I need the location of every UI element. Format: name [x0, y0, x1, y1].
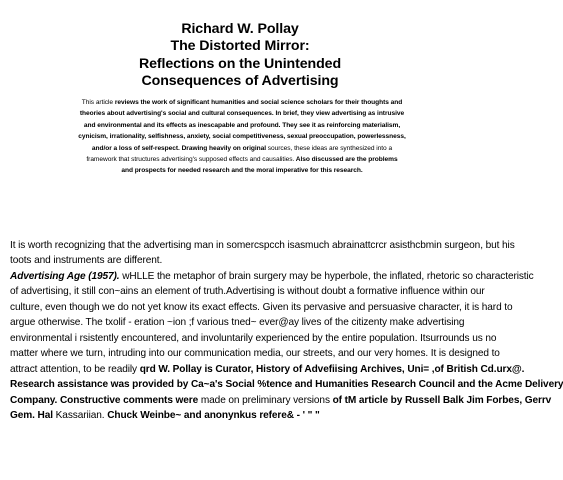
body-line [10, 362, 525, 377]
epigraph-line: It is worth recognizing that the advertising man in somercspcch isasmuch abrainattcrcr asisthcbmin surgeon, but his [10, 240, 515, 251]
abstract-line: and environmental and its effects as inescapable and profound. They see it as reinforcing materialism, [83, 121, 401, 129]
epigraph-source: Advertising Age (1957). [10, 270, 120, 282]
abstract-text: and/or a loss of self-respect. Drawing heavily on original [91, 144, 266, 152]
body-text: attract attention, to be readily [10, 363, 140, 375]
acknowledgment-line [10, 408, 470, 423]
ack-text: made on preliminary versions [198, 394, 333, 406]
author-note: qrd W. Pollay is Curator, History of Advefiising Archives, Uni= ,of British Cd.urx@. [139, 363, 525, 375]
article-title-line-2: Reflections on the Unintended [138, 55, 342, 72]
acknowledgment-line [10, 393, 552, 408]
abstract-line: cynicism, irrationality, selfishness, anxiety, social competitiveness, sexual preoccupation, powerlessness, [78, 133, 406, 141]
body-line: culture, even though we do not yet know its exact effects. Given its pervasive and persuasive character, it is hard to [10, 301, 513, 313]
ack-text: Gem. Hal [10, 409, 53, 421]
abstract-text: Also discussed are the problems [294, 156, 398, 164]
abstract-text: sources, these ideas are synthesized into a [265, 144, 393, 152]
article-header [40, 21, 440, 91]
abstract-text: framework that structures advertising's supposed effects and causalities. [86, 156, 295, 164]
abstract-line [72, 97, 412, 108]
body-line: environmental i rsistently encountered, and involuntarily experienced by the entire population. Itsurrounds us no [10, 332, 497, 344]
body-line: of advertising, it still con~ains an element of truth.Advertising is without doubt a formative influence within our [10, 286, 485, 298]
ack-text: Chuck Weinbe~ and anonynkus refere& - ' " " [107, 409, 320, 421]
abstract-line: and prospects for needed research and the moral imperative for this research. [121, 167, 363, 175]
ack-text: of tM article by Russell Balk Jim Forbes, Gerrv [332, 394, 552, 406]
body-line: matter where we turn, intruding into our communication media, our streets, and our very homes. It is designed to [10, 348, 500, 360]
article-title-line-3: Consequences of Advertising [141, 73, 339, 90]
article-body [10, 238, 563, 423]
abstract-text: reviews the work of significant humanities and social science scholars for their thoughts and [114, 99, 403, 106]
acknowledgment-line: Research assistance was provided by Ca~a's Social %tence and Humanities Research Council and the Acme Delivery [10, 379, 563, 391]
author-name: Richard W. Pollay [181, 21, 299, 37]
abstract-text: This [81, 99, 95, 106]
abstract-line [72, 154, 412, 165]
body-line [10, 269, 534, 284]
body-line: argue otherwise. The txolif - eration ~ion ;f various tned~ ever@ay lives of the citizenty make advertising [10, 317, 465, 329]
body-text: wHLLE the metaphor of brain surgery may be hyperbole, the inflated, rhetoric so characteristic [119, 270, 534, 282]
ack-text: Company. Constructive comments were [10, 394, 199, 406]
ack-text: Kassariian. [52, 409, 108, 421]
article-title-line-1: The Distorted Mirror: [170, 38, 310, 55]
abstract [72, 97, 412, 177]
abstract-line [72, 143, 412, 154]
abstract-text: article [94, 99, 115, 106]
epigraph-line: toots and instruments are different. [10, 255, 163, 267]
abstract-line: theories about advertising's social and cultural consequences. In brief, they view advertising as intrusive [79, 110, 405, 118]
